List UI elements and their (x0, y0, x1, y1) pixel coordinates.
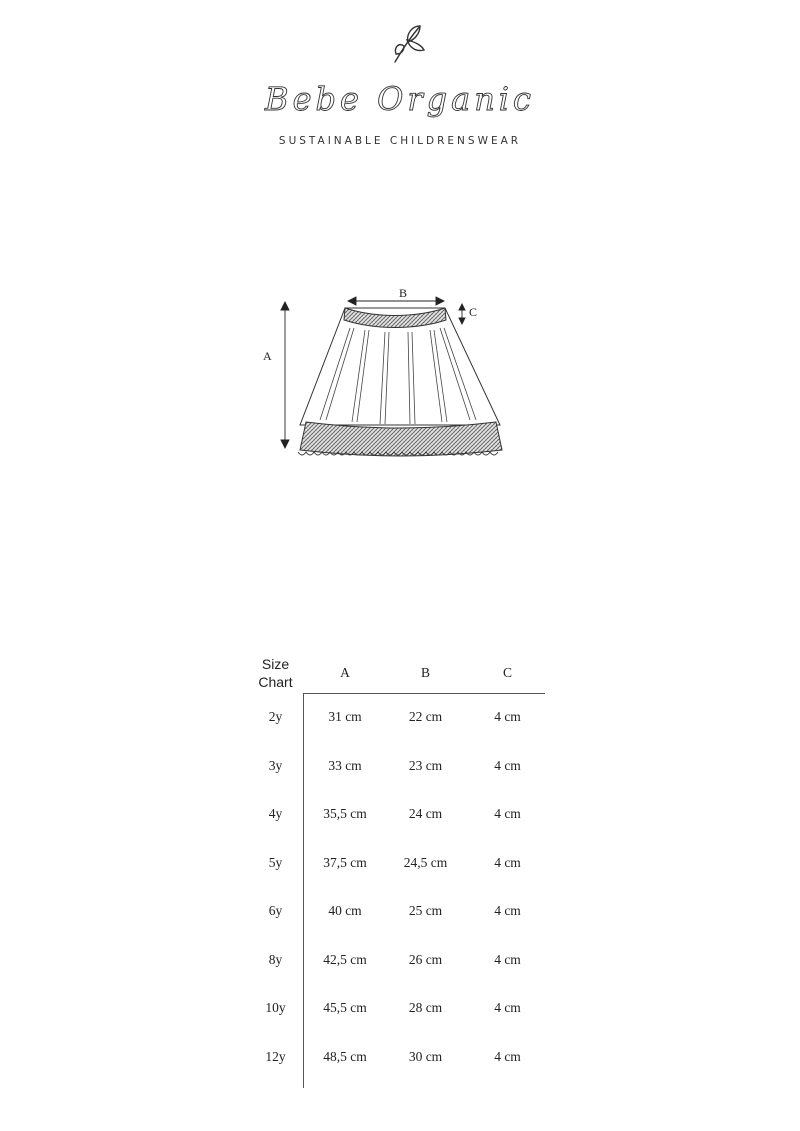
size-chart-table (247, 652, 550, 1081)
measurement-a-cell: 31 cm (328, 709, 362, 725)
table-row (247, 887, 550, 936)
measurement-b-arrow (348, 297, 444, 305)
table-row (247, 936, 550, 985)
measurement-a-cell: 35,5 cm (323, 806, 367, 822)
measurement-c-cell: 4 cm (494, 757, 521, 773)
measurement-b-cell: 25 cm (408, 903, 443, 919)
size-chart-corner-line2: Chart (258, 673, 293, 690)
measurement-c-cell: 4 cm (494, 854, 521, 870)
skirt-diagram (250, 280, 550, 470)
size-cell: 2y (268, 709, 283, 725)
measurement-a-cell: 45,5 cm (323, 1000, 367, 1016)
brand-name: Bebe Organic (265, 80, 535, 118)
measurement-b-cell: 23 cm (408, 757, 443, 773)
size-chart-corner-line1: Size (261, 655, 290, 672)
size-cell: 8y (268, 951, 283, 967)
measurement-a-cell: 40 cm (328, 903, 362, 919)
measurement-b-label: B (399, 286, 408, 300)
measurement-b-cell: 24 cm (408, 806, 443, 822)
measurement-b-cell: 30 cm (408, 1048, 443, 1064)
leaf-sprig-icon (395, 26, 424, 62)
size-chart-corner-label (247, 652, 304, 693)
size-cell: 4y (268, 806, 283, 822)
measurement-b-cell: 22 cm (408, 709, 443, 725)
measurement-b-cell: 24,5 cm (403, 854, 448, 870)
table-header-divider (303, 693, 545, 694)
measurement-a-cell: 33 cm (328, 757, 362, 773)
brand-header (0, 0, 800, 170)
measurement-c-cell: 4 cm (494, 806, 521, 822)
measurement-c-cell: 4 cm (494, 1048, 521, 1064)
measurement-c-cell: 4 cm (494, 951, 521, 967)
size-cell: 3y (268, 757, 283, 773)
brand-tagline: SUSTAINABLE CHILDRENSWEAR (278, 135, 522, 147)
measurement-a-cell: 37,5 cm (323, 854, 367, 870)
measurement-a-cell: 42,5 cm (323, 951, 367, 967)
measurement-b-cell: 26 cm (408, 951, 443, 967)
table-row (247, 790, 550, 839)
measurement-c-cell: 4 cm (494, 709, 521, 725)
measurement-a-arrow (281, 302, 289, 448)
measurement-a-cell: 48,5 cm (323, 1048, 367, 1064)
measurement-c-label: C (469, 305, 478, 319)
table-row (247, 984, 550, 1033)
measurement-c-cell: 4 cm (494, 1000, 521, 1016)
measurement-c-arrow (459, 304, 465, 324)
table-row (247, 1033, 550, 1082)
skirt-technical-drawing-icon (250, 280, 550, 470)
column-header-a: A (340, 664, 350, 680)
size-cell: 6y (268, 903, 283, 919)
size-cell: 12y (265, 1048, 286, 1064)
size-cell: 5y (268, 854, 283, 870)
column-header-b: B (420, 664, 430, 680)
measurement-b-cell: 28 cm (408, 1000, 443, 1016)
size-chart-header-row (247, 652, 550, 693)
measurement-a-label: A (263, 349, 272, 363)
size-cell: 10y (265, 1000, 286, 1016)
table-size-column-divider (303, 693, 304, 1088)
column-header-c: C (502, 664, 512, 680)
table-row (247, 839, 550, 888)
table-row (247, 693, 550, 742)
table-row (247, 742, 550, 791)
measurement-c-cell: 4 cm (494, 903, 521, 919)
